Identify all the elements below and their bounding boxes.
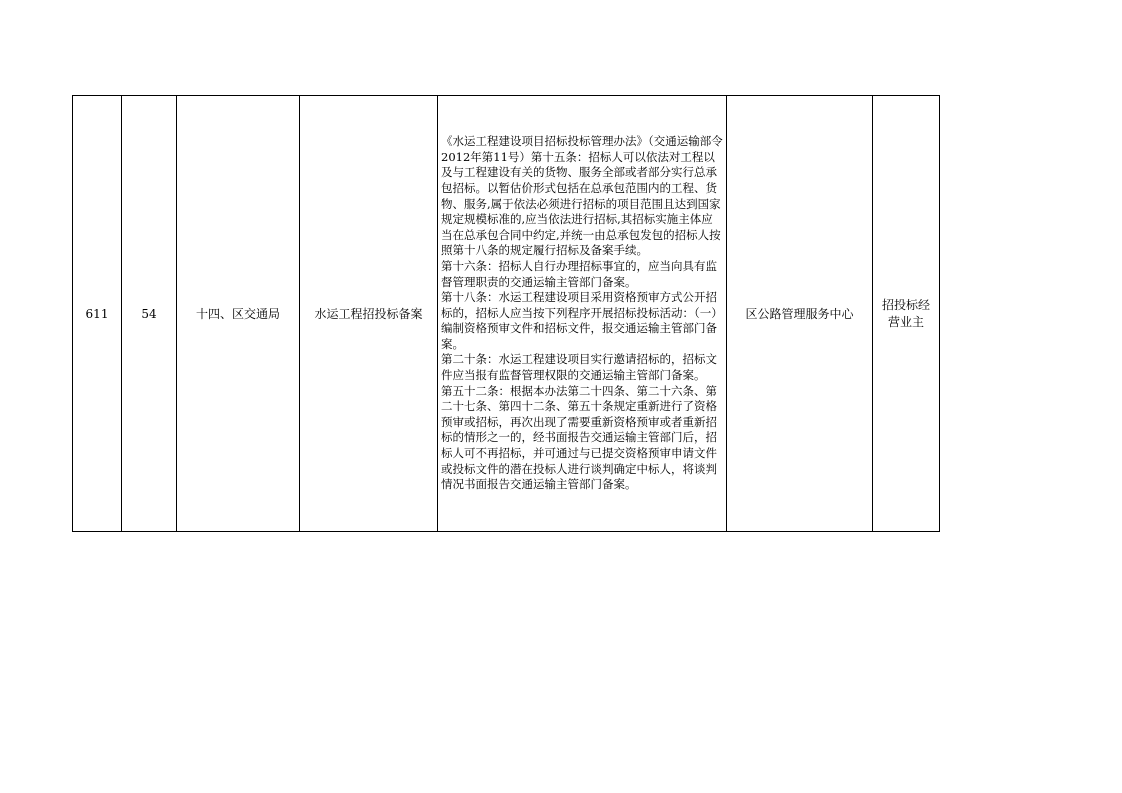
- table-row: [73, 96, 940, 532]
- item-name-cell: 水运工程招投标备案: [300, 96, 438, 532]
- record-table: [72, 95, 940, 532]
- implementing-agency-cell: 区公路管理服务中心: [727, 96, 873, 532]
- legal-basis-cell: [438, 96, 727, 532]
- sub-seq-cell: 54: [122, 96, 177, 532]
- service-type-cell: 招投标经营业主: [873, 96, 940, 532]
- basis-paragraph: 第五十二条：根据本办法第二十四条、第二十六条、第二十七条、第四十二条、第五十条规定重新进行了资格预审或招标，再次出现了需要重新资格预审或者重新招标的情形之一的，经书面报告交通运输主管部门后，招标人可不再招标，并可通过与已提交资格预审申请文件或投标文件的潜在投标人进行谈判确定中标人，将谈判情况书面报告交通运输主管部门备案。: [441, 383, 717, 492]
- seq-cell: 611: [73, 96, 122, 532]
- basis-paragraph: 第二十条：水运工程建设项目实行邀请招标的，招标文件应当报有监督管理权限的交通运输主管部门备案。: [441, 352, 717, 383]
- basis-paragraph: 第十八条：水运工程建设项目采用资格预审方式公开招标的，招标人应当按下列程序开展招标投标活动：（一）编制资格预审文件和招标文件，报交通运输主管部门备案。: [441, 290, 723, 351]
- basis-paragraph: 《水运工程建设项目招标投标管理办法》（交通运输部令2012年第11号）第十五条：招标人可以依法对工程以及与工程建设有关的货物、服务全部或者部分实行总承包招标。以暂估价形式包括在总承包范围内的工程、货物、服务,属于依法必须进行招标的项目范围且达到国家规定规模标准的,应当依法进行招标,其招标实施主体应当在总承包合同中约定,并统一由总承包发包的招标人按照第十八条的规定履行招标及备案手续。: [441, 134, 723, 258]
- basis-paragraph: 第十六条：招标人自行办理招标事宜的，应当向具有监督管理职责的交通运输主管部门备案。: [441, 258, 717, 289]
- department-cell: 十四、区交通局: [177, 96, 300, 532]
